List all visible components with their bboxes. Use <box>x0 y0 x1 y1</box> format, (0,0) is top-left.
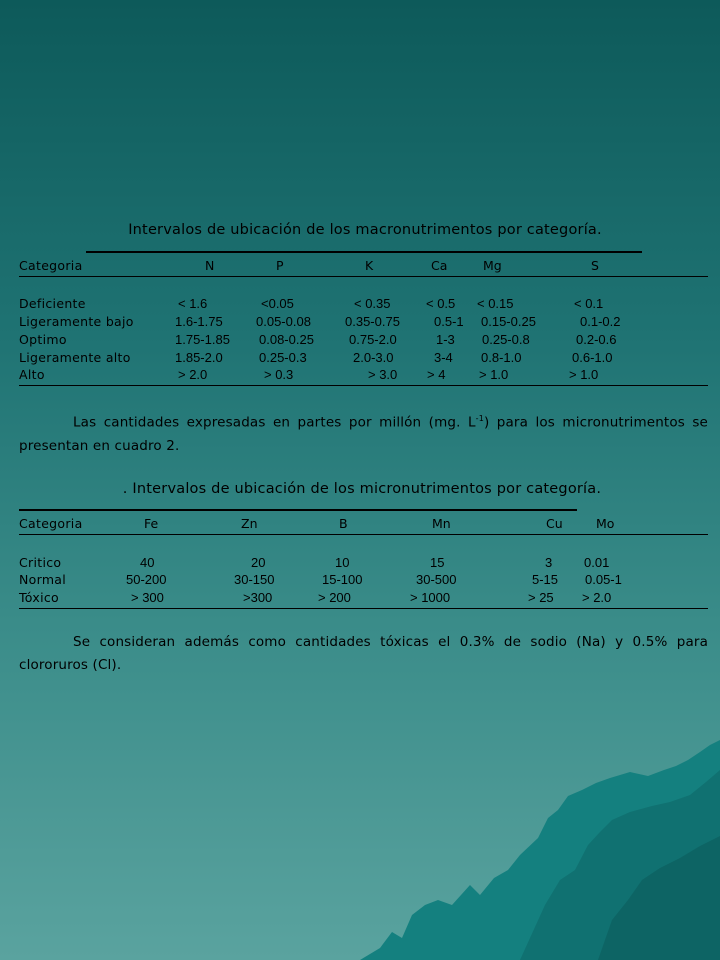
header-categoria: Categoria <box>19 516 83 531</box>
table-cell: 30-500 <box>416 572 457 587</box>
table-cell: 0.5-1 <box>434 314 464 329</box>
table-cell: 1.6-1.75 <box>175 314 223 329</box>
table-cell: Ligeramente alto <box>19 350 131 365</box>
table-cell: Tóxico <box>19 590 59 605</box>
table-bottom-rule <box>19 608 708 609</box>
macro-table-title: Intervalos de ubicación de los macronutrimentos por categoría. <box>128 222 602 238</box>
table-cell: 0.01 <box>584 555 610 570</box>
table-bottom-rule <box>19 385 708 386</box>
header-p: P <box>276 258 284 273</box>
table-cell: < 0.1 <box>574 296 604 311</box>
header-ca: Ca <box>431 258 448 273</box>
table-cell: > 2.0 <box>582 590 612 605</box>
table-cell: > 3.0 <box>368 367 398 382</box>
table-cell: 0.2-0.6 <box>576 332 617 347</box>
table-cell: 2.0-3.0 <box>353 350 394 365</box>
paragraph-micronutrients <box>19 407 708 458</box>
table-cell: Ligeramente bajo <box>19 314 134 329</box>
table-cell: 3 <box>545 555 553 570</box>
table-cell: 0.8-1.0 <box>481 350 522 365</box>
header-mo: Mo <box>596 516 615 531</box>
table-cell: Deficiente <box>19 296 86 311</box>
table-cell: Critico <box>19 555 62 570</box>
table-cell: 0.05-1 <box>585 572 622 587</box>
table-cell: 10 <box>335 555 350 570</box>
table-cell: 30-150 <box>234 572 275 587</box>
header-s: S <box>591 258 599 273</box>
table-cell: < 0.15 <box>477 296 514 311</box>
table-cell: 0.25-0.3 <box>259 350 307 365</box>
title-underline <box>19 509 577 511</box>
header-zn: Zn <box>241 516 258 531</box>
table-cell: > 1000 <box>410 590 451 605</box>
table-cell: 1.75-1.85 <box>175 332 230 347</box>
table-cell: < 1.6 <box>178 296 208 311</box>
header-n: N <box>205 258 215 273</box>
table-cell: 0.08-0.25 <box>259 332 314 347</box>
table-cell: < 0.5 <box>426 296 456 311</box>
table-cell: 40 <box>140 555 155 570</box>
title-underline <box>86 251 642 253</box>
header-cu: Cu <box>546 516 563 531</box>
table-cell: Optimo <box>19 332 67 347</box>
table-cell: Alto <box>19 367 45 382</box>
table-cell: 0.05-0.08 <box>256 314 311 329</box>
table-cell: > 1.0 <box>479 367 509 382</box>
table-cell: 1.85-2.0 <box>175 350 223 365</box>
paragraph-text: Se consideran además como cantidades tóxicas el 0.3% de sodio (Na) y 0.5% para clororuros (Cl). <box>19 634 708 673</box>
table-cell: > 1.0 <box>569 367 599 382</box>
table-cell: 15 <box>430 555 445 570</box>
table-cell: > 4 <box>427 367 446 382</box>
header-fe: Fe <box>144 516 159 531</box>
paragraph-text: ) para los micronutrimentos se presentan en cuadro 2. <box>19 414 709 454</box>
paragraph-toxic <box>19 631 708 677</box>
table-cell: > 300 <box>131 590 164 605</box>
table-cell: 5-15 <box>532 572 559 587</box>
table-cell: > 25 <box>528 590 554 605</box>
header-k: K <box>365 258 374 273</box>
table-cell: 3-4 <box>434 350 453 365</box>
header-rule <box>19 276 708 277</box>
table-cell: 0.25-0.8 <box>482 332 530 347</box>
table-cell: 20 <box>251 555 266 570</box>
table-cell: 0.1-0.2 <box>580 314 621 329</box>
header-mn: Mn <box>432 516 451 531</box>
header-categoria: Categoria <box>19 258 83 273</box>
table-cell: 50-200 <box>126 572 167 587</box>
micro-table-title: . Intervalos de ubicación de los micronutrimentos por categoría. <box>122 481 602 497</box>
table-cell: 1-3 <box>436 332 455 347</box>
table-cell: <0.05 <box>261 296 294 311</box>
table-cell: >300 <box>243 590 273 605</box>
table-cell: Normal <box>19 572 67 587</box>
header-b: B <box>339 516 348 531</box>
header-mg: Mg <box>483 258 502 273</box>
superscript: -1 <box>475 414 484 423</box>
table-cell: < 0.35 <box>354 296 391 311</box>
table-cell: 0.75-2.0 <box>349 332 397 347</box>
table-cell: 0.35-0.75 <box>345 314 400 329</box>
header-rule <box>19 534 708 535</box>
table-cell: > 2.0 <box>178 367 208 382</box>
table-cell: 15-100 <box>322 572 363 587</box>
paragraph-text: Las cantidades expresadas en partes por millón (mg. L <box>73 414 476 431</box>
table-cell: > 0.3 <box>264 367 294 382</box>
table-cell: 0.6-1.0 <box>572 350 613 365</box>
table-cell: 0.15-0.25 <box>481 314 536 329</box>
table-cell: > 200 <box>318 590 351 605</box>
